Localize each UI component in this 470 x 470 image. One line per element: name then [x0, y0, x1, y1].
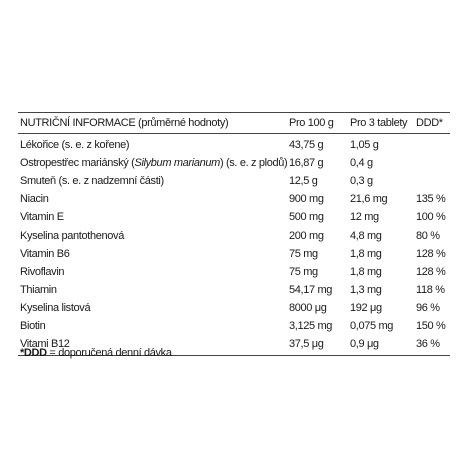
- ingredient-name-suffix: ) (s. e. z plodů): [219, 157, 288, 170]
- value-per-3-tablets: 1,8 mg: [350, 247, 382, 260]
- ingredient-name-text: Thiamin: [20, 283, 57, 296]
- ingredient-latin-name: Silybum marianum: [134, 157, 220, 170]
- ingredient-name-text: Rivoflavin: [20, 265, 65, 278]
- table-header-row: [18, 114, 452, 132]
- ingredient-name-text: Vitamin B6: [20, 247, 70, 260]
- value-per-3-tablets: 12 mg: [350, 211, 379, 224]
- table-row: [18, 245, 452, 263]
- value-ddd: 135 %: [416, 193, 446, 206]
- value-ddd: 80 %: [416, 229, 440, 242]
- ingredient-name-text: Smuteň (s. e. z nadzemní části): [20, 175, 164, 188]
- ingredient-name: [20, 281, 57, 299]
- ingredient-name-text: Ostropestřec mariánský (: [20, 157, 135, 170]
- value-ddd: 100 %: [416, 211, 446, 224]
- value-per-100g: 54,17 mg: [289, 283, 333, 296]
- top-rule: [18, 112, 450, 113]
- value-per-3-tablets: 1,05 g: [350, 139, 379, 151]
- value-per-3-tablets: 1,3 mg: [350, 283, 382, 296]
- table-row: [18, 263, 452, 281]
- footnote: [20, 344, 172, 362]
- ingredient-name-text: Niacin: [20, 193, 49, 206]
- table-row: [18, 172, 452, 190]
- footnote-mark: *DDD: [20, 347, 47, 359]
- ingredient-name: [20, 154, 287, 172]
- header-per-100g: Pro 100 g: [289, 117, 334, 129]
- table-row: [18, 136, 452, 154]
- ingredient-name: [20, 172, 164, 190]
- table-row: [18, 299, 452, 317]
- value-per-100g: 16,87 g: [289, 157, 324, 170]
- ingredient-name: [20, 190, 48, 208]
- table-row: [18, 227, 452, 245]
- header-ddd: DDD*: [416, 117, 443, 129]
- table-row: [18, 317, 452, 335]
- table-row: [18, 281, 452, 299]
- value-per-100g: 12,5 g: [289, 175, 318, 188]
- ingredient-name: [20, 136, 129, 154]
- ingredient-name-text: Vitami B12: [20, 338, 70, 351]
- ingredient-name: [20, 317, 45, 335]
- table-row: [18, 208, 452, 226]
- value-per-3-tablets: 0,3 g: [350, 175, 373, 188]
- value-per-3-tablets: 0,4 g: [350, 157, 373, 170]
- ingredient-name: [20, 299, 90, 317]
- value-per-100g: 75 mg: [289, 265, 318, 278]
- value-per-100g: 8000 μg: [289, 301, 327, 314]
- value-per-100g: 200 mg: [289, 229, 324, 242]
- value-ddd: 128 %: [416, 247, 446, 260]
- ingredient-name: [20, 245, 70, 263]
- value-per-3-tablets: 1,8 mg: [350, 265, 382, 278]
- value-ddd: 128 %: [416, 265, 446, 278]
- header-per-3-tablets: Pro 3 tablety: [350, 117, 408, 129]
- ingredient-name: [20, 208, 64, 226]
- ingredient-name-text: Kyselina listová: [20, 301, 91, 314]
- header-name: NUTRIČNÍ INFORMACE (průměrné hodnoty): [20, 117, 229, 129]
- value-per-3-tablets: 0,075 mg: [350, 320, 394, 332]
- value-ddd: 150 %: [416, 320, 446, 332]
- ingredient-name: [20, 263, 64, 281]
- value-ddd: 36 %: [416, 338, 440, 351]
- value-per-100g: 43,75 g: [289, 139, 324, 151]
- footnote-text: = doporučená denní dávka: [46, 347, 172, 359]
- ingredient-name-text: Biotin: [20, 320, 46, 332]
- value-per-100g: 3,125 mg: [289, 320, 333, 332]
- ingredient-name-text: Vitamin E: [20, 211, 64, 224]
- ingredient-name: [20, 227, 124, 245]
- value-per-3-tablets: 21,6 mg: [350, 193, 388, 206]
- value-ddd: 118 %: [416, 283, 445, 296]
- value-per-3-tablets: 0,9 μg: [350, 338, 379, 351]
- value-per-3-tablets: 192 μg: [350, 301, 382, 314]
- ingredient-name-text: Kyselina pantothenová: [20, 229, 124, 242]
- value-per-3-tablets: 4,8 mg: [350, 229, 382, 242]
- ingredient-name-text: Lékořice (s. e. z kořene): [20, 139, 130, 151]
- value-per-100g: 75 mg: [289, 247, 318, 260]
- header-rule: [18, 133, 450, 134]
- value-per-100g: 900 mg: [289, 193, 324, 206]
- table-row: [18, 190, 452, 208]
- value-per-100g: 500 mg: [289, 211, 324, 224]
- value-per-100g: 37,5 μg: [289, 338, 324, 351]
- table-row: [18, 154, 452, 172]
- value-ddd: 96 %: [416, 301, 440, 314]
